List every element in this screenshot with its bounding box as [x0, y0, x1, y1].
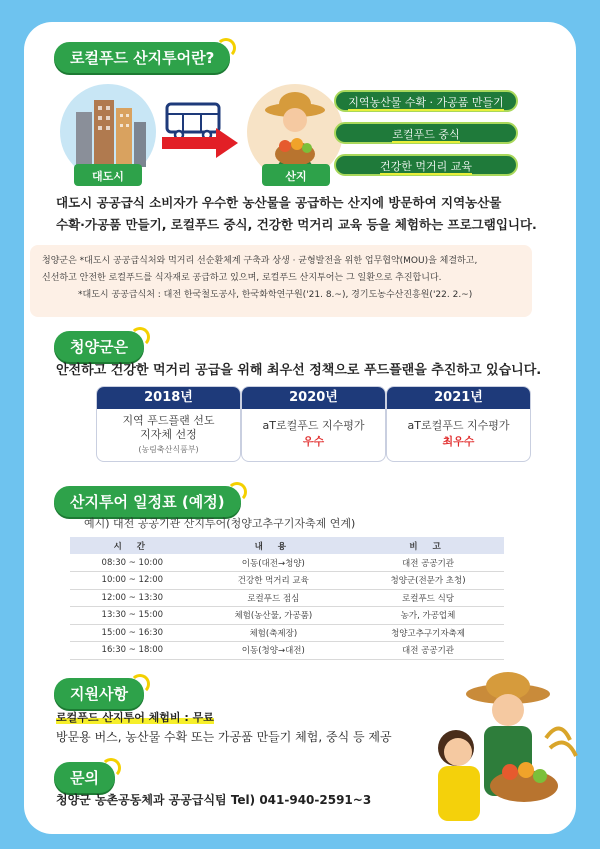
year-card-2018 — [96, 386, 241, 462]
row1-note: 대전 공공기관 — [352, 554, 504, 572]
activity-lunch-label: 로컬푸드 중식 — [392, 128, 460, 141]
year-card-2020-line1: aT로컬푸드 지수평가 — [262, 419, 365, 432]
year-card-2018-line1: 지역 푸드플랜 선도 — [122, 414, 215, 427]
row2-content: 건강한 먹거리 교육 — [195, 572, 352, 590]
row4-time: 13:30 ~ 15:00 — [70, 607, 195, 625]
city-label: 대도시 — [92, 170, 124, 183]
row3-time: 12:00 ~ 13:30 — [70, 589, 195, 607]
year-card-2020-year: 2020년 — [242, 387, 385, 409]
header-note: 비 고 — [352, 537, 504, 554]
schedule-table — [70, 537, 504, 660]
contact-info: 청양군 농촌공동체과 공공급식팀 Tel) 041-940-2591~3 — [56, 793, 372, 807]
year-card-2021-rating: 최우수 — [442, 435, 475, 448]
section-title-support: 지원사항 — [54, 678, 144, 709]
year-card-2021-line1: aT로컬푸드 지수평가 — [407, 419, 510, 432]
support-fee-text: 로컬푸드 산지투어 체험비 : 무료 — [56, 711, 214, 724]
section-title-localfood-tour: 로컬푸드 산지투어란? — [54, 42, 230, 73]
year-card-2021-year: 2021년 — [387, 387, 530, 409]
mou-note-box — [30, 245, 532, 317]
section2-desc: 안전하고 건강한 먹거리 공급을 위해 최우선 정책으로 푸드플랜을 추진하고 있습니다. — [56, 363, 542, 378]
activity-harvest-label: 지역농산물 수확 · 가공품 만들기 — [348, 96, 504, 109]
support-fee — [56, 709, 214, 725]
row1-time: 08:30 ~ 10:00 — [70, 554, 195, 572]
arrow-right-icon — [160, 128, 240, 158]
row6-note: 대전 공공기관 — [352, 642, 504, 660]
activity-lunch — [334, 122, 518, 144]
row3-content: 로컬푸드 점심 — [195, 589, 352, 607]
row3-note: 로컬푸드 식당 — [352, 589, 504, 607]
section-title-schedule: 산지투어 일정표 (예정) — [54, 486, 241, 517]
row2-note: 청양군(전문가 초청) — [352, 572, 504, 590]
activity-education — [334, 154, 518, 176]
table-row — [70, 624, 504, 642]
support-desc: 방문용 버스, 농산물 수확 또는 가공품 만들기 체험, 중식 등 제공 — [56, 730, 392, 744]
section1-desc-line1: 대도시 공공급식 소비자가 우수한 농산물을 공급하는 산지에 방문하여 지역농산물 — [56, 195, 502, 210]
header-content: 내 용 — [195, 537, 352, 554]
year-card-2018-line2: 지자체 선정 — [140, 428, 197, 441]
row2-time: 10:00 ~ 12:00 — [70, 572, 195, 590]
schedule-header-row — [70, 537, 504, 554]
row1-content: 이동(대전→청양) — [195, 554, 352, 572]
section-title-cheongyang: 청양군은 — [54, 331, 144, 362]
row6-time: 16:30 ~ 18:00 — [70, 642, 195, 660]
row5-time: 15:00 ~ 16:30 — [70, 624, 195, 642]
mou-note-line3: *대도시 공공급식처 : 대전 한국철도공사, 한국화학연구원('21. 8.~), 경기도농수산진흥원('22. 2.~) — [78, 290, 473, 300]
row5-note: 청양고추구기자축제 — [352, 624, 504, 642]
row5-content: 체험(축제장) — [195, 624, 352, 642]
year-card-2020-rating: 우수 — [302, 435, 325, 448]
mou-note-line1: 청양군은 *대도시 공공급식처와 먹거리 선순환체계 구축과 상생 · 균형발전을 위한 업무협약(MOU)을 체결하고, — [42, 256, 478, 266]
table-row — [70, 572, 504, 590]
activity-harvest — [334, 90, 518, 112]
year-card-2018-sub: (농림축산식품부) — [138, 445, 199, 454]
activity-education-label: 건강한 먹거리 교육 — [379, 160, 472, 173]
table-row — [70, 607, 504, 625]
year-card-2020 — [241, 386, 386, 462]
table-row — [70, 589, 504, 607]
header-time: 시 간 — [70, 537, 195, 554]
schedule-example: 예시) 대전 공공기관 산지투어(청양고추구기자축제 연계) — [84, 517, 356, 530]
farmers-illustration — [420, 668, 580, 828]
table-row — [70, 642, 504, 660]
row6-content: 이동(청양→대전) — [195, 642, 352, 660]
farm-label: 산지 — [285, 170, 307, 183]
year-card-2021 — [386, 386, 531, 462]
table-row — [70, 554, 504, 572]
row4-content: 체험(농산물, 가공품) — [195, 607, 352, 625]
mou-note-line2: 신선하고 안전한 로컬푸드를 식자재로 공급하고 있으며, 로컬푸드 산지투어는 그 일환으로 추진합니다. — [42, 273, 442, 283]
year-card-2018-year: 2018년 — [97, 387, 240, 409]
section-title-contact: 문의 — [54, 762, 115, 793]
row4-note: 농가, 가공업체 — [352, 607, 504, 625]
section1-desc-line2: 수확·가공품 만들기, 로컬푸드 중식, 건강한 먹거리 교육 등을 체험하는 프로그램입니다. — [56, 217, 537, 232]
